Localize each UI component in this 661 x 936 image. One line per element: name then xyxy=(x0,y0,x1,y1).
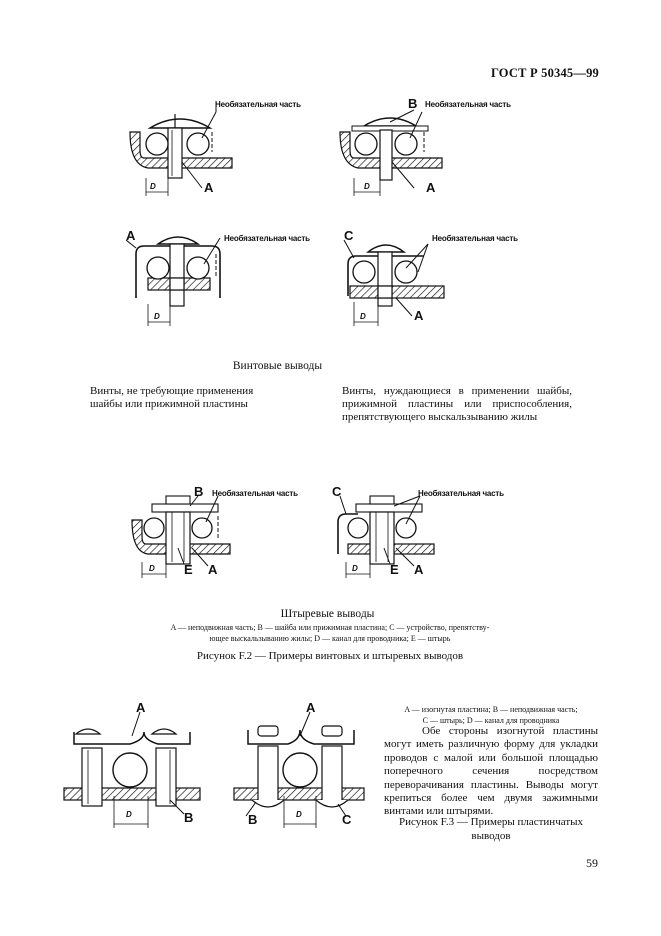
letter-c: C xyxy=(344,228,354,243)
letter-a: A xyxy=(136,700,146,715)
screw-right-text: Винты, нуждающиеся в применении шайбы, прижимной пластины или приспособления, препятствующего выскальзыванию жилы xyxy=(342,385,572,423)
letter-e: E xyxy=(390,562,399,577)
screw-terminal-figure-2 xyxy=(330,96,560,200)
letter-e: E xyxy=(184,562,193,577)
letter-b: B xyxy=(408,96,418,111)
screw-terminal-figure-4 xyxy=(340,226,560,332)
letter-a: A xyxy=(204,180,214,195)
letter-d: D xyxy=(149,564,155,573)
figure-f2-caption: Рисунок F.2 — Примеры винтовых и штыревых выводов xyxy=(196,650,464,662)
letter-d: D xyxy=(126,810,132,819)
letter-d: D xyxy=(364,182,370,191)
screw-terminal-figure-3 xyxy=(122,226,342,332)
optional-part-label: Необязательная часть xyxy=(215,100,301,109)
pillar-terminal-figure-2 xyxy=(330,482,550,582)
figure-f3-caption-line-1: Рисунок F.3 — Примеры пластинчатых xyxy=(398,816,584,828)
letter-b: B xyxy=(184,810,194,825)
optional-part-label: Необязательная часть xyxy=(224,234,310,243)
letter-a: A xyxy=(414,562,424,577)
pillar-legend-line-1: A — неподвижная часть; B — шайба или прижимная пластина; C — устройство, препятству- xyxy=(170,623,490,632)
screw-terminal-figure-1 xyxy=(120,100,350,200)
letter-b: B xyxy=(194,484,204,499)
optional-part-label: Необязательная часть xyxy=(418,489,504,498)
page-number: 59 xyxy=(586,856,598,870)
figure-f3-caption-line-2: выводов xyxy=(471,830,511,842)
plate-terminal-figure-2 xyxy=(226,696,376,832)
pillar-section-title: Штыревые выводы xyxy=(280,608,375,620)
plate-legend-line-2: C — штырь; D — канал для проводника xyxy=(422,716,560,725)
optional-part-label: Необязательная часть xyxy=(432,234,518,243)
pillar-terminal-figure-1 xyxy=(122,482,342,582)
standard-header: ГОСТ Р 50345—99 xyxy=(490,66,599,80)
letter-c: C xyxy=(342,812,352,827)
letter-a: A xyxy=(208,562,218,577)
letter-d: D xyxy=(352,564,358,573)
letter-b: B xyxy=(248,812,258,827)
letter-a: A xyxy=(306,700,316,715)
screw-left-text: Винты, не требующие применения шайбы или прижимной пластины xyxy=(90,385,254,410)
plate-terminal-figure-1 xyxy=(60,696,220,832)
letter-c: C xyxy=(332,484,342,499)
pillar-legend-line-2: ющее выскальзыванию жилы; D — канал для проводника; E — штырь xyxy=(209,634,451,643)
plate-description: Обе стороны изогнутой пластины могут иметь различную форму для укладки проводов с малой или большой площадью поперечного сечения посредством переворачивания пластины. Выводы могут крепиться более чем двумя зажимными винтами или штырями. xyxy=(384,725,598,818)
letter-a: A xyxy=(126,228,136,243)
letter-d: D xyxy=(154,312,160,321)
letter-a: A xyxy=(426,180,436,195)
letter-d: D xyxy=(360,312,366,321)
optional-part-label: Необязательная часть xyxy=(212,489,298,498)
plate-legend-line-1: A — изогнутая пластина; B — неподвижная часть; xyxy=(404,705,578,714)
screw-section-title: Винтовые выводы xyxy=(232,360,323,372)
optional-part-label: Необязательная часть xyxy=(425,100,511,109)
letter-a: A xyxy=(414,308,424,323)
letter-d: D xyxy=(296,810,302,819)
letter-d: D xyxy=(150,182,156,191)
